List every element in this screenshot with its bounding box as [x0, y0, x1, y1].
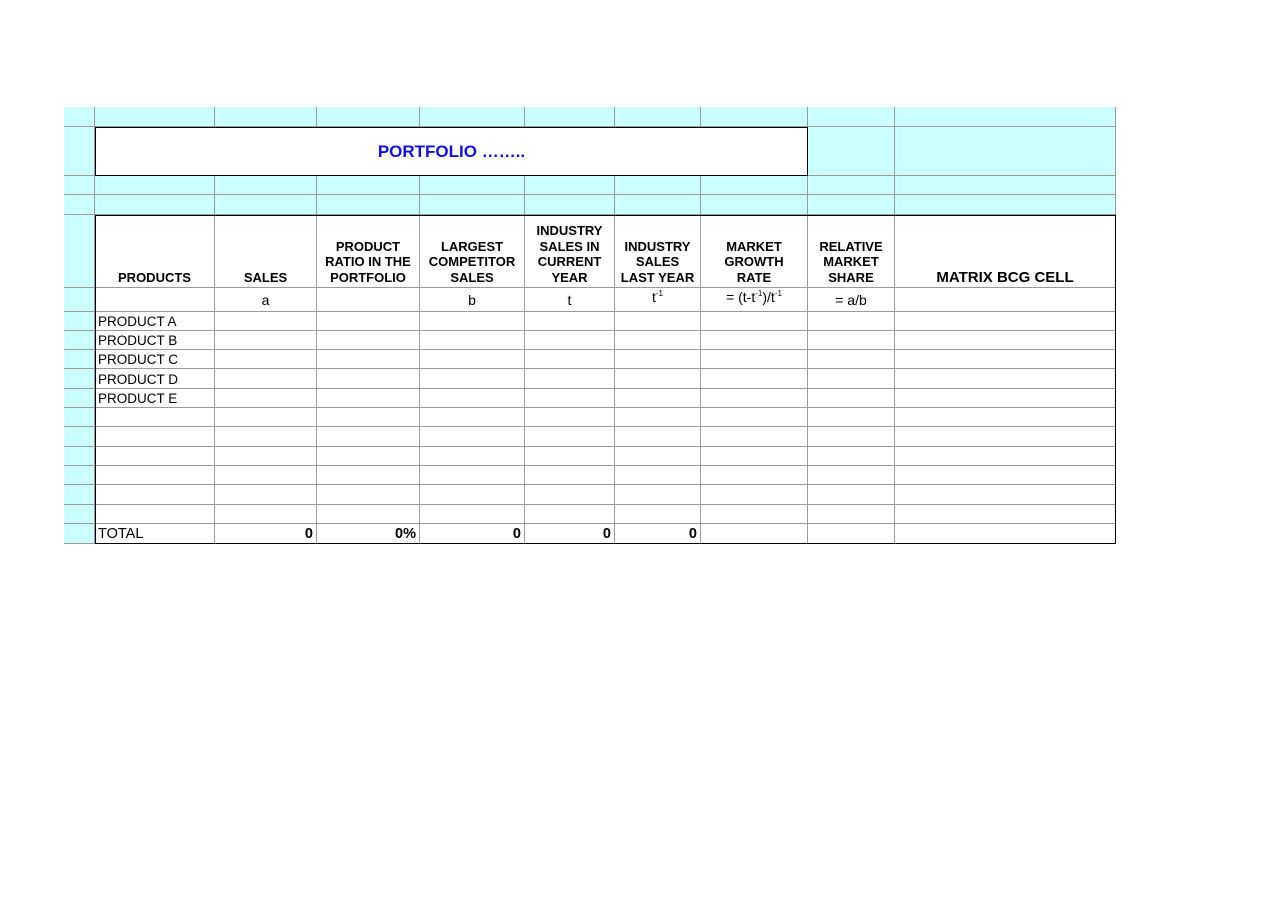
- total-competitor-sales: 0: [512, 525, 521, 542]
- data-cell[interactable]: [215, 466, 317, 485]
- data-cell[interactable]: [215, 485, 317, 505]
- data-cell[interactable]: [420, 389, 525, 408]
- symbol-competitor[interactable]: [420, 288, 525, 312]
- total-competitor-sales-cell[interactable]: [420, 524, 525, 544]
- product-label: PRODUCT B: [98, 333, 178, 348]
- data-cell[interactable]: [525, 427, 615, 447]
- total-industry-current-cell[interactable]: [525, 524, 615, 544]
- grid-cell[interactable]: [420, 107, 525, 127]
- header-product-ratio[interactable]: [317, 215, 420, 288]
- data-cell[interactable]: [420, 408, 525, 427]
- data-cell[interactable]: [808, 466, 895, 485]
- data-cell[interactable]: [317, 389, 420, 408]
- grid-cell[interactable]: [420, 176, 525, 195]
- data-cell[interactable]: [525, 389, 615, 408]
- total-bcg-cell[interactable]: [895, 524, 1116, 544]
- data-cell[interactable]: [615, 447, 701, 466]
- header-sales-label: SALES: [243, 269, 288, 285]
- data-cell[interactable]: [215, 447, 317, 466]
- sales-symbol: a: [261, 291, 270, 308]
- product-name-cell[interactable]: [95, 350, 215, 369]
- row-header-cell[interactable]: [64, 350, 95, 369]
- total-growth-cell[interactable]: [701, 524, 808, 544]
- portfolio-title: PORTFOLIO ……..: [377, 141, 526, 161]
- data-cell[interactable]: [317, 485, 420, 505]
- header-products-label: PRODUCTS: [118, 269, 191, 285]
- data-cell[interactable]: [317, 331, 420, 350]
- growth-formula-prefix: = (t-t: [726, 289, 756, 305]
- data-cell[interactable]: [420, 427, 525, 447]
- last-year-symbol: t: [651, 289, 656, 305]
- data-cell[interactable]: [808, 350, 895, 369]
- data-cell[interactable]: [317, 466, 420, 485]
- data-cell[interactable]: [895, 505, 1116, 524]
- header-product-ratio-label: PRODUCT RATIO IN THE PORTFOLIO: [325, 238, 411, 285]
- data-cell[interactable]: [615, 505, 701, 524]
- total-sales: 0: [304, 525, 313, 542]
- symbol-products[interactable]: [95, 288, 215, 312]
- data-cell[interactable]: [215, 312, 317, 331]
- product-name-cell[interactable]: [95, 331, 215, 350]
- grid-cell[interactable]: [895, 176, 1116, 195]
- symbol-current[interactable]: [525, 288, 615, 312]
- grid-cell[interactable]: [317, 107, 420, 127]
- product-label: PRODUCT A: [98, 314, 177, 329]
- row-header-cell[interactable]: [64, 485, 95, 505]
- relative-share-formula: = a/b: [835, 291, 867, 308]
- data-cell[interactable]: [895, 408, 1116, 427]
- growth-formula-sub1: -1: [755, 289, 763, 298]
- grid-cell[interactable]: [615, 195, 701, 215]
- data-cell[interactable]: [215, 369, 317, 389]
- data-cell[interactable]: [420, 505, 525, 524]
- total-ratio-cell[interactable]: [317, 524, 420, 544]
- header-matrix-bcg-cell[interactable]: [895, 215, 1116, 288]
- data-cell[interactable]: [615, 331, 701, 350]
- symbol-relative[interactable]: [808, 288, 895, 312]
- data-cell[interactable]: [615, 389, 701, 408]
- row-header-cell[interactable]: [64, 389, 95, 408]
- row-header-cell[interactable]: [64, 447, 95, 466]
- data-cell[interactable]: [615, 427, 701, 447]
- data-cell[interactable]: [525, 505, 615, 524]
- row-header-cell[interactable]: [64, 505, 95, 524]
- header-industry-sales-last-year-label: INDUSTRY SALES LAST YEAR: [620, 238, 695, 285]
- header-relative-market-share[interactable]: [808, 215, 895, 288]
- data-cell[interactable]: [420, 369, 525, 389]
- data-cell[interactable]: [420, 447, 525, 466]
- header-products[interactable]: [95, 215, 215, 288]
- data-cell[interactable]: [895, 312, 1116, 331]
- grid-cell[interactable]: [215, 195, 317, 215]
- symbol-sales[interactable]: [215, 288, 317, 312]
- row-header-cell[interactable]: [64, 408, 95, 427]
- data-cell[interactable]: [808, 505, 895, 524]
- grid-cell[interactable]: [615, 176, 701, 195]
- header-matrix-bcg-cell-label: MATRIX BCG CELL: [936, 268, 1074, 286]
- data-cell[interactable]: [701, 505, 808, 524]
- row-header-cell[interactable]: [64, 107, 95, 127]
- grid-cell[interactable]: [808, 176, 895, 195]
- symbol-growth[interactable]: [701, 288, 808, 312]
- data-cell[interactable]: [701, 485, 808, 505]
- row-header-cell[interactable]: [64, 312, 95, 331]
- product-label: PRODUCT D: [98, 372, 179, 387]
- data-cell[interactable]: [525, 331, 615, 350]
- data-cell[interactable]: [215, 505, 317, 524]
- grid-cell[interactable]: [525, 107, 615, 127]
- data-cell[interactable]: [215, 331, 317, 350]
- data-cell[interactable]: [701, 447, 808, 466]
- header-sales[interactable]: [215, 215, 317, 288]
- data-cell[interactable]: [95, 408, 215, 427]
- data-cell[interactable]: [317, 427, 420, 447]
- data-cell[interactable]: [420, 331, 525, 350]
- total-ratio: 0%: [395, 525, 416, 542]
- data-cell[interactable]: [215, 427, 317, 447]
- row-header-cell[interactable]: [64, 427, 95, 447]
- grid-cell[interactable]: [95, 176, 215, 195]
- header-relative-market-share-label: RELATIVE MARKET SHARE: [819, 238, 883, 285]
- data-cell[interactable]: [525, 408, 615, 427]
- portfolio-title-box: [95, 127, 808, 176]
- grid-cell[interactable]: [95, 107, 215, 127]
- row-header-cell[interactable]: [64, 369, 95, 389]
- data-cell[interactable]: [420, 466, 525, 485]
- grid-cell[interactable]: [701, 195, 808, 215]
- data-cell[interactable]: [701, 331, 808, 350]
- data-cell[interactable]: [895, 485, 1116, 505]
- data-cell[interactable]: [317, 505, 420, 524]
- row-header-cell[interactable]: [64, 176, 95, 195]
- grid-cell[interactable]: [808, 127, 895, 176]
- symbol-bcg[interactable]: [895, 288, 1116, 312]
- data-cell[interactable]: [808, 447, 895, 466]
- data-cell[interactable]: [895, 369, 1116, 389]
- current-year-symbol: t: [567, 291, 572, 308]
- data-cell[interactable]: [317, 447, 420, 466]
- growth-formula-sub2: -1: [774, 289, 782, 298]
- header-market-growth-rate[interactable]: [701, 215, 808, 288]
- data-cell[interactable]: [95, 485, 215, 505]
- row-header-cell[interactable]: [64, 466, 95, 485]
- header-largest-competitor-sales[interactable]: [420, 215, 525, 288]
- grid-cell[interactable]: [701, 107, 808, 127]
- data-cell[interactable]: [615, 485, 701, 505]
- data-cell[interactable]: [701, 389, 808, 408]
- row-header-cell[interactable]: [64, 195, 95, 215]
- header-industry-sales-last-year[interactable]: [615, 215, 701, 288]
- row-header-cell[interactable]: [64, 288, 95, 312]
- grid-cell[interactable]: [420, 195, 525, 215]
- data-cell[interactable]: [317, 369, 420, 389]
- data-cell[interactable]: [95, 447, 215, 466]
- grid-cell[interactable]: [215, 107, 317, 127]
- data-cell[interactable]: [215, 408, 317, 427]
- data-cell[interactable]: [808, 485, 895, 505]
- data-cell[interactable]: [525, 485, 615, 505]
- data-cell[interactable]: [895, 389, 1116, 408]
- product-name-cell[interactable]: [95, 369, 215, 389]
- data-cell[interactable]: [615, 408, 701, 427]
- data-cell[interactable]: [808, 408, 895, 427]
- data-cell[interactable]: [525, 350, 615, 369]
- spreadsheet: [64, 107, 1116, 544]
- data-cell[interactable]: [215, 389, 317, 408]
- product-label: PRODUCT E: [98, 391, 178, 406]
- data-cell[interactable]: [895, 350, 1116, 369]
- grid-cell[interactable]: [525, 176, 615, 195]
- product-name-cell[interactable]: [95, 389, 215, 408]
- data-cell[interactable]: [317, 350, 420, 369]
- data-cell[interactable]: [701, 408, 808, 427]
- data-cell[interactable]: [808, 389, 895, 408]
- data-cell[interactable]: [525, 369, 615, 389]
- header-industry-sales-current-year[interactable]: [525, 215, 615, 288]
- data-cell[interactable]: [701, 466, 808, 485]
- grid-cell[interactable]: [895, 127, 1116, 176]
- data-cell[interactable]: [95, 427, 215, 447]
- grid-cell[interactable]: [701, 176, 808, 195]
- row-header-cell[interactable]: [64, 331, 95, 350]
- total-industry-current: 0: [602, 525, 611, 542]
- header-largest-competitor-sales-label: LARGEST COMPETITOR SALES: [428, 238, 516, 285]
- data-cell[interactable]: [317, 312, 420, 331]
- data-cell[interactable]: [808, 312, 895, 331]
- data-cell[interactable]: [615, 312, 701, 331]
- data-cell[interactable]: [615, 350, 701, 369]
- total-relative-cell[interactable]: [808, 524, 895, 544]
- data-cell[interactable]: [420, 485, 525, 505]
- growth-formula-mid: )/t: [762, 289, 775, 305]
- grid-cell[interactable]: [895, 195, 1116, 215]
- grid-cell[interactable]: [525, 195, 615, 215]
- data-cell[interactable]: [615, 369, 701, 389]
- grid-cell[interactable]: [215, 176, 317, 195]
- data-cell[interactable]: [895, 466, 1116, 485]
- grid-cell[interactable]: [808, 107, 895, 127]
- product-name-cell[interactable]: [95, 312, 215, 331]
- data-cell[interactable]: [808, 427, 895, 447]
- total-label-cell[interactable]: [95, 524, 215, 544]
- data-cell[interactable]: [895, 331, 1116, 350]
- grid-cell[interactable]: [808, 195, 895, 215]
- data-cell[interactable]: [215, 350, 317, 369]
- data-cell[interactable]: [525, 312, 615, 331]
- symbol-ratio[interactable]: [317, 288, 420, 312]
- total-industry-last-year: 0: [688, 525, 697, 542]
- symbol-last-year[interactable]: [615, 288, 701, 312]
- data-cell[interactable]: [701, 427, 808, 447]
- header-industry-sales-current-year-label: INDUSTRY SALES IN CURRENT YEAR: [536, 223, 603, 285]
- data-cell[interactable]: [317, 408, 420, 427]
- row-header-cell[interactable]: [64, 215, 95, 288]
- last-year-subscript: -1: [655, 289, 663, 298]
- data-cell[interactable]: [808, 369, 895, 389]
- total-sales-cell[interactable]: [215, 524, 317, 544]
- total-label: TOTAL: [98, 525, 144, 542]
- data-cell[interactable]: [615, 466, 701, 485]
- data-cell[interactable]: [701, 369, 808, 389]
- grid-cell[interactable]: [317, 195, 420, 215]
- row-header-cell[interactable]: [64, 524, 95, 544]
- grid-cell[interactable]: [615, 107, 701, 127]
- data-cell[interactable]: [95, 505, 215, 524]
- data-cell[interactable]: [95, 466, 215, 485]
- data-cell[interactable]: [701, 312, 808, 331]
- row-header-cell[interactable]: [64, 127, 95, 176]
- data-cell[interactable]: [420, 312, 525, 331]
- data-cell[interactable]: [895, 447, 1116, 466]
- data-cell[interactable]: [525, 466, 615, 485]
- total-industry-last-year-cell[interactable]: [615, 524, 701, 544]
- grid-cell[interactable]: [895, 107, 1116, 127]
- data-cell[interactable]: [420, 350, 525, 369]
- data-cell[interactable]: [895, 427, 1116, 447]
- data-cell[interactable]: [701, 350, 808, 369]
- data-cell[interactable]: [808, 331, 895, 350]
- grid-cell[interactable]: [317, 176, 420, 195]
- product-label: PRODUCT C: [98, 352, 179, 367]
- grid-cell[interactable]: [95, 195, 215, 215]
- header-market-growth-rate-label: MARKET GROWTH RATE: [724, 238, 784, 285]
- data-cell[interactable]: [525, 447, 615, 466]
- competitor-symbol: b: [468, 291, 476, 308]
